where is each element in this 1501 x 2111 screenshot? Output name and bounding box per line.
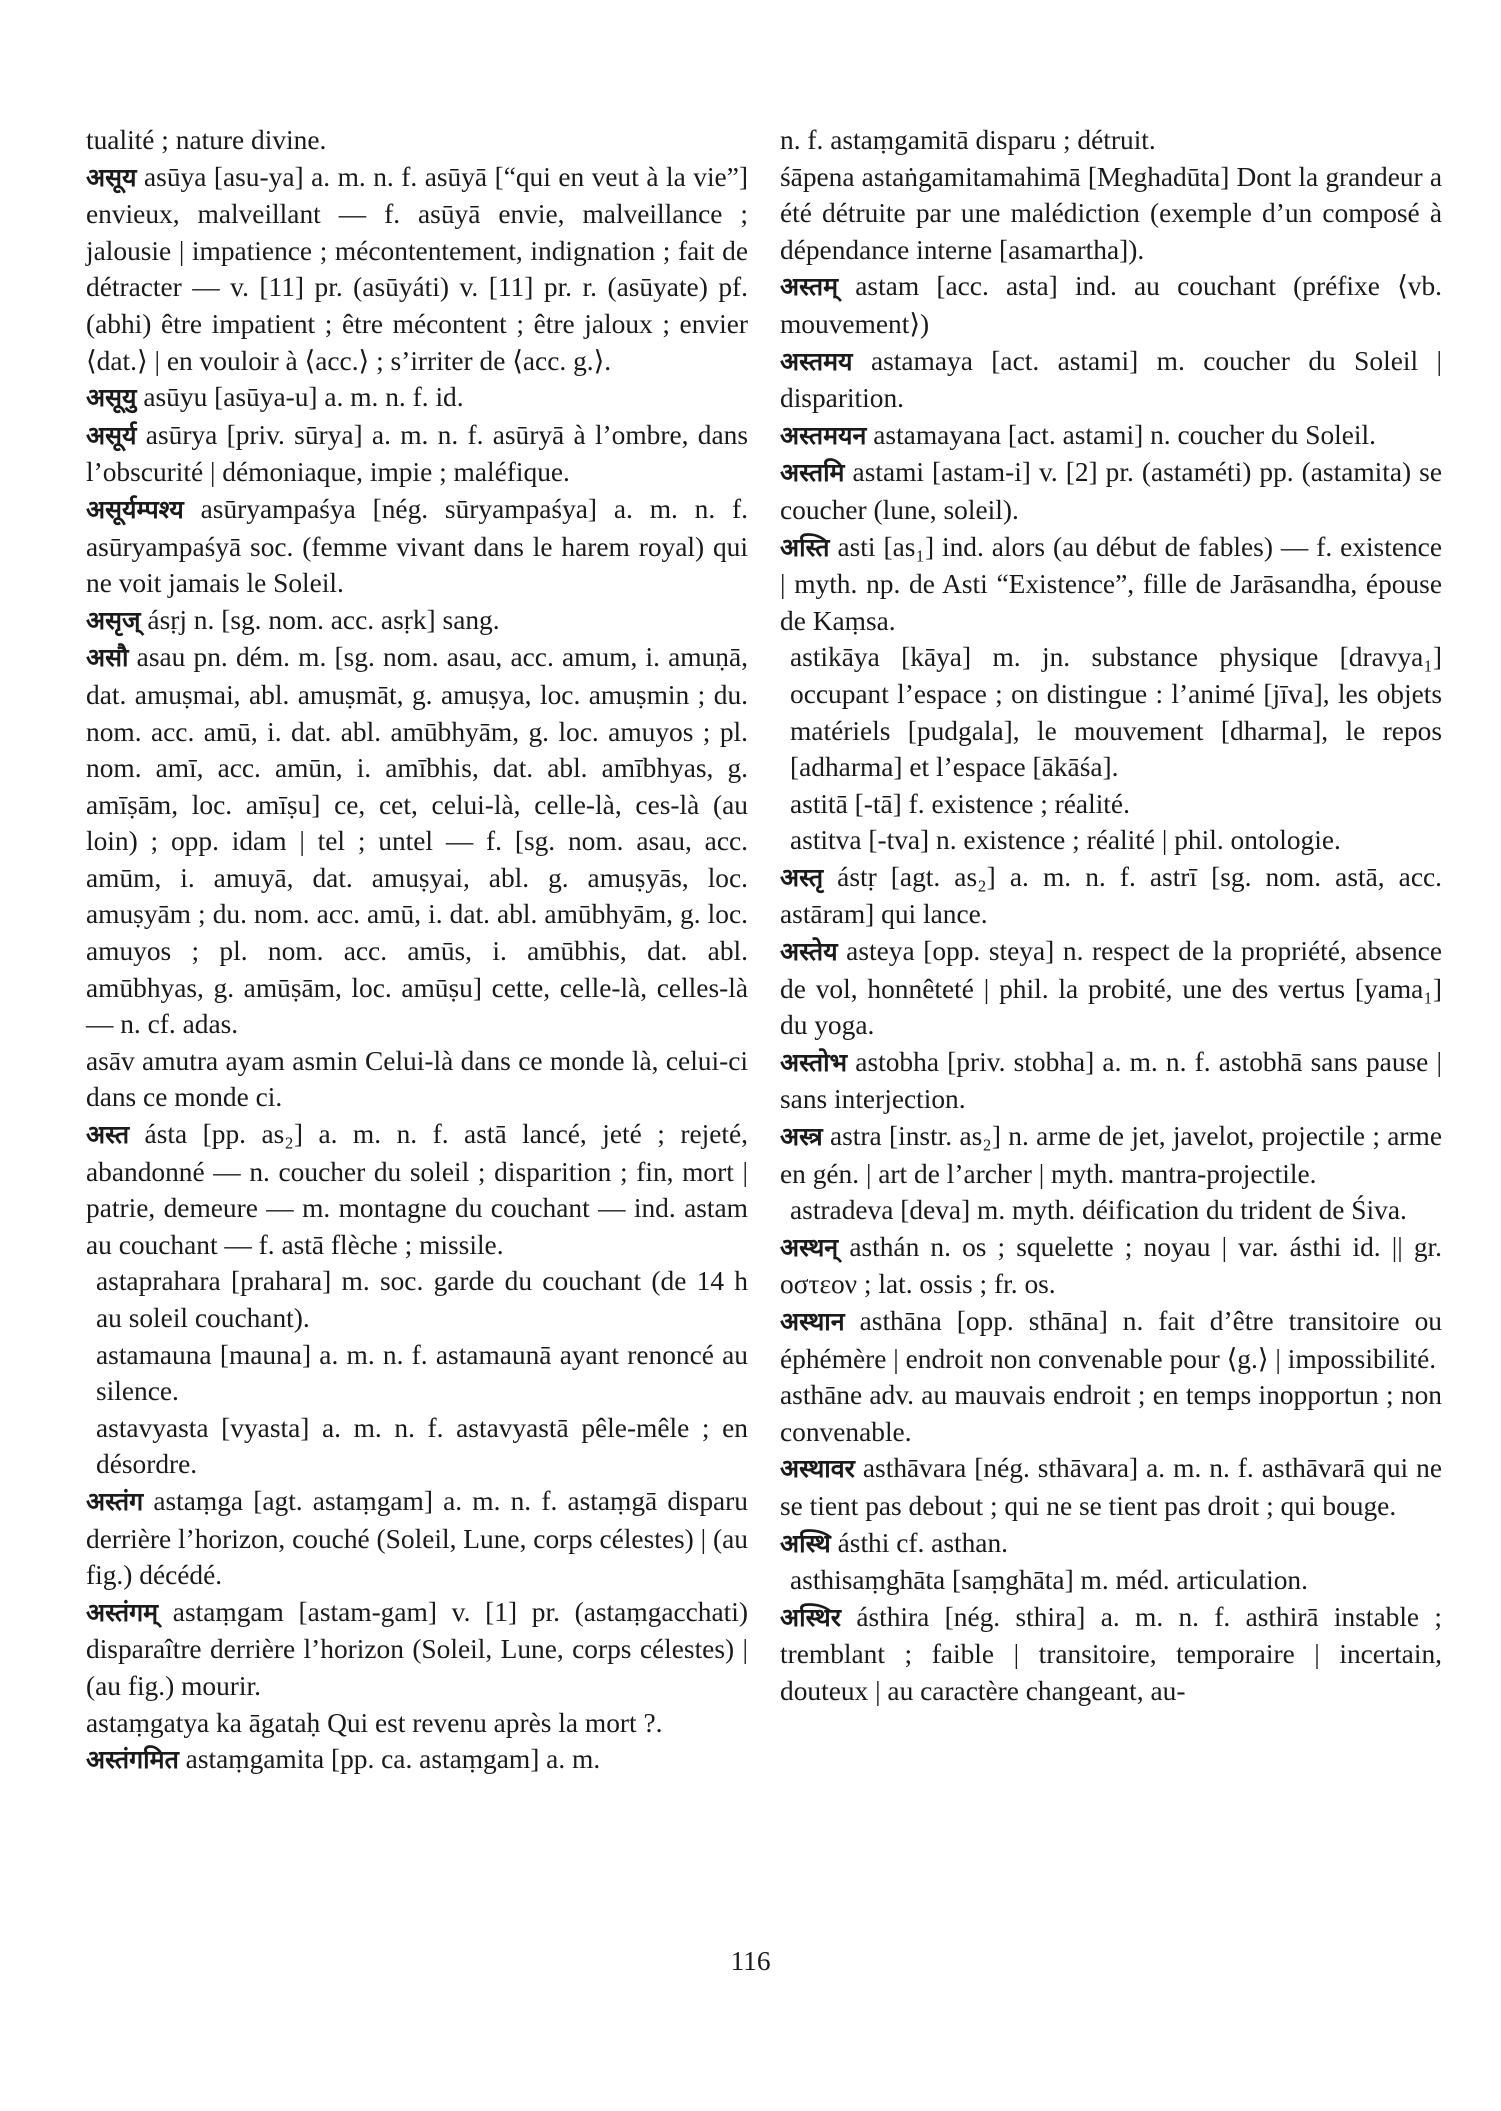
entry-text: asūya [asu-ya] a. m. n. f. asūyā [“qui en veut à la vie”] envieux, malveillant — f. asūyā envie, malveillance ; jalousie | impatience ; mécontentement, indignation ; fait de détracter — v. [11] pr. (asūyáti) v. [11] pr. r. (asūyate) pf. (abhi) être impatient ; être mécontent ; être jaloux ; envier ⟨dat.⟩ | en vouloir à ⟨acc.⟩ ; s’irriter de ⟨acc. g.⟩. (86, 161, 748, 376)
entry-text: astam [acc. asta] ind. au couchant (préfixe ⟨vb. mouvement⟩) (780, 271, 1442, 339)
dictionary-entry (780, 1303, 1442, 1377)
headword-devanagari: अस्तम् (780, 272, 839, 302)
entry-text: asteya [opp. steya] n. respect de la propriété, absence de vol, honnêteté | phil. la probité, une des vertus [yama₁] du yoga. (780, 936, 1442, 1041)
entry-text: ásṛj n. [sg. nom. acc. asṛk] sang. (140, 604, 500, 635)
entry-text: ástṛ [agt. as₂] a. m. n. f. astrī [sg. nom. astā, acc. astāram] qui lance. (780, 861, 1442, 930)
dictionary-entry (86, 602, 748, 640)
dictionary-entry (780, 1525, 1442, 1563)
entry-text: astami [astam-i] v. [2] pr. (astaméti) pp. (astamita) se coucher (lune, soleil). (780, 457, 1442, 525)
dictionary-entry (780, 417, 1442, 455)
left-column (86, 122, 748, 1779)
entry-text: astaṃgatya ka āgataḥ Qui est revenu après la mort ?. (86, 1707, 663, 1738)
dictionary-entry (86, 417, 748, 491)
dictionary-entry (780, 1450, 1442, 1524)
dictionary-entry (780, 1377, 1442, 1450)
entry-text: asāv amutra ayam asmin Celui-là dans ce monde là, celui-ci dans ce monde ci. (86, 1045, 748, 1113)
headword-devanagari: असूय (86, 162, 137, 192)
dictionary-entry (780, 1118, 1442, 1192)
entry-text: astitva [-tva] n. existence ; réalité | phil. ontologie. (790, 825, 1341, 856)
dictionary-entry (780, 1229, 1442, 1303)
entry-text: ásthira [nég. sthira] a. m. n. f. asthirā instable ; tremblant ; faible | transitoire, temporaire | incertain, douteux | au caractère changeant, au- (780, 1601, 1442, 1706)
headword-devanagari: अस्थन् (780, 1232, 839, 1262)
headword-devanagari: असूर्य (86, 420, 137, 450)
headword-devanagari: अस्त (86, 1120, 130, 1150)
headword-devanagari: अस्तंग (86, 1486, 144, 1516)
dictionary-entry (780, 122, 1442, 159)
entry-text: n. f. astaṃgamitā disparu ; détruit. (780, 125, 1156, 155)
dictionary-entry (780, 1562, 1442, 1599)
headword-devanagari: असौ (86, 643, 129, 673)
entry-text: ásthi cf. asthan. (830, 1527, 1009, 1558)
headword-devanagari: अस्तेय (780, 937, 838, 967)
headword-devanagari: अस्त्र (780, 1122, 823, 1152)
dictionary-entry (86, 379, 748, 417)
headword-devanagari: असूर्यम्पश्य (86, 494, 184, 524)
dictionary-entry (86, 1483, 748, 1594)
entry-text: astamayana [act. astami] n. coucher du Soleil. (866, 419, 1376, 450)
dictionary-entry (780, 859, 1442, 933)
entry-text: astavyasta [vyasta] a. m. n. f. astavyastā pêle-mêle ; en désordre. (96, 1412, 748, 1480)
entry-text: asthāne adv. au mauvais endroit ; en temps inopportun ; non convenable. (780, 1380, 1442, 1447)
dictionary-entry (780, 933, 1442, 1044)
dictionary-entry (86, 1043, 748, 1116)
dictionary-entry (780, 268, 1442, 342)
entry-text: astradeva [deva] m. myth. déification du trident de Śiva. (790, 1195, 1407, 1226)
headword-devanagari: अस्ति (780, 532, 830, 562)
headword-devanagari: अस्तंगम् (86, 1597, 159, 1627)
headword-devanagari: अस्थावर (780, 1454, 855, 1484)
headword-devanagari: अस्तमि (780, 458, 845, 488)
headword-devanagari: अस्थान (780, 1307, 845, 1336)
headword-devanagari: अस्थि (780, 1528, 831, 1558)
entry-text: tualité ; nature divine. (86, 125, 327, 155)
entry-text: astaṃgam [astam-gam] v. [1] pr. (astaṃgacchati) disparaître derrière l’horizon (Soleil, Lune, corps célestes) | (au fig.) mourir. (86, 1596, 748, 1701)
entry-text: asthisaṃghāta [saṃghāta] m. méd. articulation. (790, 1565, 1308, 1596)
headword-devanagari: अस्थिर (780, 1602, 842, 1632)
dictionary-entry (86, 1337, 748, 1410)
entry-text: asthán n. os ; squelette ; noyau | var. ásthi id. || gr. οστεον ; lat. ossis ; fr. os. (780, 1231, 1442, 1300)
entry-text: asti [as₁] ind. alors (au début de fables) — f. existence | myth. np. de Asti “Existence”, fille de Jarāsandha, épouse de Kaṃsa. (780, 531, 1442, 636)
dictionary-entry (86, 1410, 748, 1483)
entry-text: astamaya [act. astami] m. coucher du Soleil | disparition. (780, 345, 1442, 414)
dictionary-entry (86, 1263, 748, 1336)
dictionary-entry (86, 639, 748, 1043)
headword-devanagari: अस्तमयन (780, 420, 867, 450)
dictionary-entry (780, 786, 1442, 823)
entry-text: astra [instr. as₂] n. arme de jet, javelot, projectile ; arme en gén. | art de l’archer | myth. mantra-projectile. (780, 1121, 1442, 1189)
dictionary-entry (86, 122, 748, 159)
dictionary-entry (780, 454, 1442, 528)
dictionary-entry (86, 159, 748, 380)
dictionary-entry (780, 1192, 1442, 1229)
entry-text: asūyu [asūya-u] a. m. n. f. id. (136, 382, 464, 413)
entry-text: astaṃgamita [pp. ca. astaṃgam] a. m. (178, 1744, 601, 1775)
page-number: 116 (730, 1946, 771, 1976)
headword-devanagari: अस्तमय (780, 346, 853, 376)
entry-text: astaṃga [agt. astaṃgam] a. m. n. f. astaṃgā disparu derrière l’horizon, couché (Soleil, Lune, corps célestes) | (au fig.) décédé. (86, 1485, 748, 1591)
headword-devanagari: असूयु (86, 383, 137, 413)
entry-text: ásta [pp. as₂] a. m. n. f. astā lancé, jeté ; rejeté, abandonné — n. coucher du soleil ; disparition ; fin, mort | patrie, demeure — m. montagne du couchant — ind. astam au couchant — f. astā flèche ; missile. (86, 1119, 748, 1260)
dictionary-entry (86, 1705, 748, 1742)
headword-devanagari: असृज् (86, 605, 141, 635)
entry-text: astaprahara [prahara] m. soc. garde du couchant (de 14 h au soleil couchant). (96, 1266, 748, 1333)
dictionary-entry (86, 1741, 748, 1779)
entry-text: asthāvara [nég. sthāvara] a. m. n. f. asthāvarā qui ne se tient pas debout ; qui ne se tient pas droit ; qui bouge. (780, 1453, 1442, 1521)
dictionary-entry (780, 159, 1442, 269)
entry-text: asūryampaśya [nég. sūryampaśya] a. m. n. f. asūryampaśyā soc. (femme vivant dans le harem royal) qui ne voit jamais le Soleil. (86, 493, 748, 599)
entry-text: asthāna [opp. sthāna] n. fait d’être transitoire ou éphémère | endroit non convenable pour ⟨g.⟩ | impossibilité. (780, 1306, 1442, 1374)
dictionary-entry (780, 1044, 1442, 1118)
entry-text: asau pn. dém. m. [sg. nom. asau, acc. amum, i. amuṇā, dat. amuṣmai, abl. amuṣmāt, g. amuṣya, loc. amuṣmin ; du. nom. acc. amū, i. dat. abl. amūbhyām, g. loc. amuyos ; pl. nom. amī, acc. amūn, i. amībhis, dat. abl. amībhyas, g. amīṣām, loc. amīṣu] ce, cet, celui-là, celle-là, ces-là (au loin) ; opp. idam | tel ; untel — f. [sg. nom. asau, acc. amūm, i. amuyā, dat. amuṣyai, abl. g. amuṣyās, loc. amuṣyām ; du. nom. acc. amū, i. dat. abl. amūbhyām, g. loc. amuyos ; pl. nom. acc. amūs, i. amūbhis, dat. abl. amūbhyas, g. amūṣām, loc. amūṣu] cette, celle-là, celles-là — n. cf. adas. (86, 642, 748, 1040)
headword-devanagari: अस्तोभ (780, 1047, 848, 1077)
entry-text: astobha [priv. stobha] a. m. n. f. astobhā sans pause | sans interjection. (780, 1046, 1442, 1115)
dictionary-entry (780, 639, 1442, 785)
entry-text: śāpena astaṅgamitamahimā [Meghadūta] Dont la grandeur a été détruite par une malédiction (exemple d’un composé à dépendance interne [asamartha]). (780, 161, 1442, 265)
entry-text: asūrya [priv. sūrya] a. m. n. f. asūryā à l’ombre, dans l’obscurité | démoniaque, impie ; maléfique. (86, 419, 748, 488)
dictionary-entry (780, 1599, 1442, 1710)
dictionary-entry (86, 1594, 748, 1705)
dictionary-entry (780, 529, 1442, 640)
dictionary-entry (780, 343, 1442, 417)
entry-text: astikāya [kāya] m. jn. substance physique [dravya₁] occupant l’espace ; on distingue : l’animé [jīva], les objets matériels [pudgala], le mouvement [dharma], le repos [adharma] et l’espace [ākāśa]. (790, 642, 1442, 783)
headword-devanagari: अस्तंगमित (86, 1745, 179, 1775)
dictionary-entry (86, 1116, 748, 1263)
dictionary-entry (780, 822, 1442, 859)
headword-devanagari: अस्तृ (780, 862, 824, 892)
entry-text: astamauna [mauna] a. m. n. f. astamaunā ayant renoncé au silence. (96, 1339, 748, 1407)
right-column (780, 122, 1442, 1710)
entry-text: astitā [-tā] f. existence ; réalité. (790, 788, 1130, 819)
dictionary-entry (86, 491, 748, 602)
